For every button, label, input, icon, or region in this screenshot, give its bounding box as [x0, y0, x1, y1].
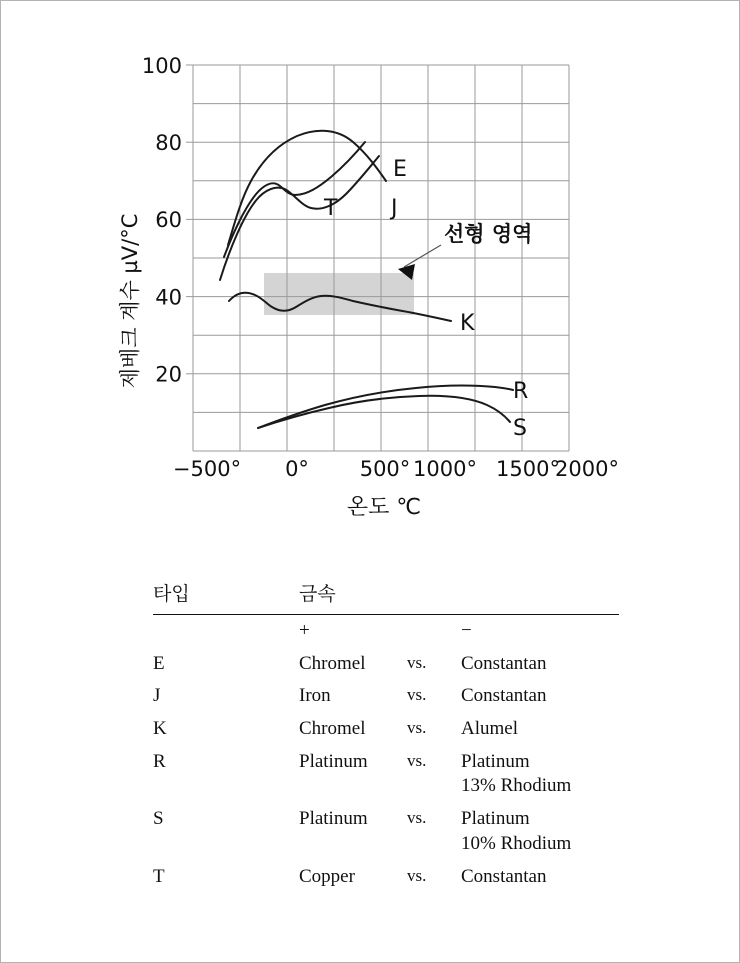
row-plus: Copper [299, 865, 355, 887]
table-row [153, 713, 619, 746]
row-type: T [153, 865, 165, 887]
y-tick-labels [142, 54, 182, 387]
curve-label-T: T [324, 196, 338, 221]
row-plus: Platinum [299, 750, 368, 772]
table-row [153, 861, 619, 894]
y-axis-title: 제베크 계수 µV/°C [118, 213, 142, 389]
row-type: R [153, 750, 166, 772]
row-minus: Platinum [461, 750, 530, 772]
curve-label-S: S [513, 416, 527, 441]
y-tick-label: 100 [141, 54, 182, 78]
row-minus: Constantan [461, 865, 547, 887]
row-type: S [153, 808, 164, 830]
row-minus: Constantan [461, 652, 547, 674]
x-tick-label: 500° [359, 457, 411, 481]
row-plus: Chromel [299, 718, 366, 740]
row-vs: vs. [407, 652, 427, 672]
row-vs: vs. [407, 750, 427, 770]
row-vs: vs. [407, 865, 427, 885]
y-axis-ticks [186, 65, 193, 374]
row-minus-second-line: 10% Rhodium [461, 832, 572, 854]
x-tick-label: 2000° [555, 457, 619, 481]
spec-table [153, 579, 619, 893]
row-plus: Iron [299, 685, 331, 707]
curve-label-R: R [513, 379, 529, 404]
row-minus: Alumel [461, 718, 518, 740]
x-tick-labels [173, 457, 619, 481]
row-vs: vs. [407, 685, 427, 705]
sign-minus: − [461, 620, 472, 641]
row-vs: vs. [407, 718, 427, 738]
table-sign-row [153, 615, 619, 648]
row-minus: Constantan [461, 685, 547, 707]
y-tick-label: 20 [155, 362, 182, 387]
x-tick-label: 1000° [413, 457, 477, 481]
header-type: 타입 [153, 579, 299, 615]
y-tick-label: 80 [155, 131, 182, 155]
row-minus-group [461, 803, 619, 860]
table-row [153, 680, 619, 713]
y-tick-label: 60 [155, 208, 182, 232]
table-row [153, 746, 619, 803]
annotation-leader-line [404, 245, 441, 267]
table-row [153, 648, 619, 681]
row-plus: Chromel [299, 652, 366, 674]
curve-label-K: K [460, 311, 475, 336]
sign-vs-spacer [407, 615, 461, 648]
header-metal: 금속 [299, 579, 619, 615]
x-tick-label: −500° [172, 457, 242, 481]
curve-label-E: E [393, 157, 407, 182]
thermocouple-chart [1, 1, 740, 541]
row-minus: Platinum [461, 808, 530, 830]
table-header-row [153, 579, 619, 615]
sign-plus: + [299, 620, 310, 641]
linear-region-label: 선형 영역 [444, 222, 533, 246]
row-type: J [153, 685, 161, 707]
x-axis-title: 온도 ℃ [346, 495, 422, 520]
row-type: K [153, 718, 167, 740]
curve-E [228, 131, 386, 245]
row-minus-second-line: 13% Rhodium [461, 775, 572, 797]
curve-label-J: J [391, 196, 398, 221]
x-tick-label: 0° [285, 457, 309, 481]
row-minus-group [461, 746, 619, 803]
row-plus: Platinum [299, 808, 368, 830]
table-row [153, 803, 619, 860]
x-tick-label: 1500° [496, 457, 560, 481]
sign-type-cell [153, 615, 299, 648]
thermocouple-type-table [153, 579, 619, 893]
curve-T [224, 142, 365, 257]
seebeck-coefficient-figure [1, 1, 740, 541]
row-vs: vs. [407, 808, 427, 828]
y-tick-label: 40 [155, 285, 182, 310]
row-type: E [153, 652, 165, 674]
curve-J [220, 156, 379, 280]
